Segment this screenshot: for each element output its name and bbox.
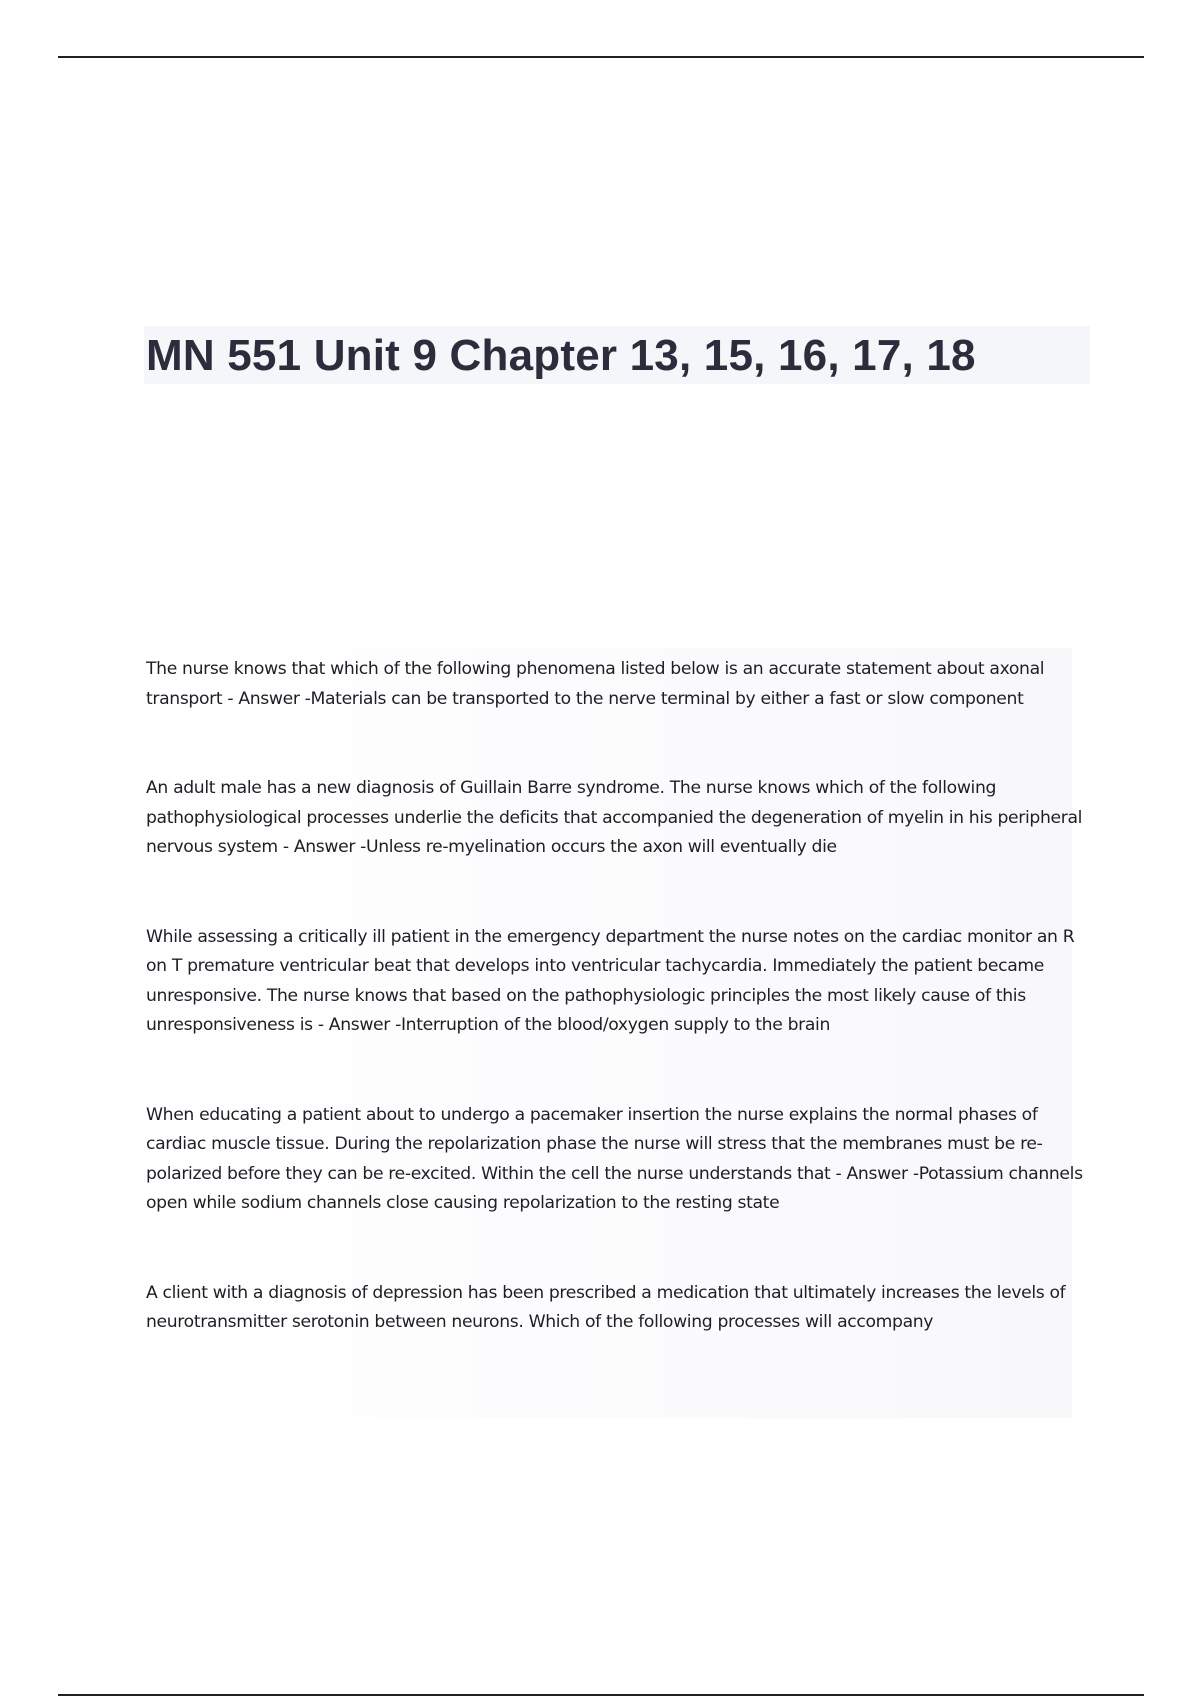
qa-item: The nurse knows that which of the following phenomena listed below is an accurate statement about axonal transport - Answer -Materials can be transported to the nerve terminal by either a fast or slow component [146,659,1045,709]
qa-item: An adult male has a new diagnosis of Guillain Barre syndrome. The nurse knows which of the following pathophysiological processes underlie the deficits that accompanied the degeneration of myelin in his peripheral nervous system - Answer -Unless re-myelination occurs the axon will eventually die [146,778,1083,857]
document-title: MN 551 Unit 9 Chapter 13, 15, 16, 17, 18 [146,331,976,380]
top-rule [58,56,1144,58]
qa-list [146,655,1096,1338]
bottom-rule [58,1694,1144,1696]
qa-item: When educating a patient about to undergo a pacemaker insertion the nurse explains the normal phases of cardiac muscle tissue. During the repolarization phase the nurse will stress that the membranes must be re-polarized before they can be re-excited. Within the cell the nurse understands that - Answer -Potassium channels open while sodium channels close causing repolarization to the resting state [146,1104,1083,1213]
qa-item: A client with a diagnosis of depression has been prescribed a medication that ultimately increases the levels of neurotransmitter serotonin between neurons. Which of the following processes will accompany [146,1282,1066,1332]
qa-item: While assessing a critically ill patient in the emergency department the nurse notes on the cardiac monitor an R on T premature ventricular beat that develops into ventricular tachycardia. Immediately the patient became unresponsive. The nurse knows that based on the pathophysiologic principles the most likely cause of this unresponsiveness is - Answer -Interruption of the blood/oxygen supply to the brain [146,926,1075,1035]
